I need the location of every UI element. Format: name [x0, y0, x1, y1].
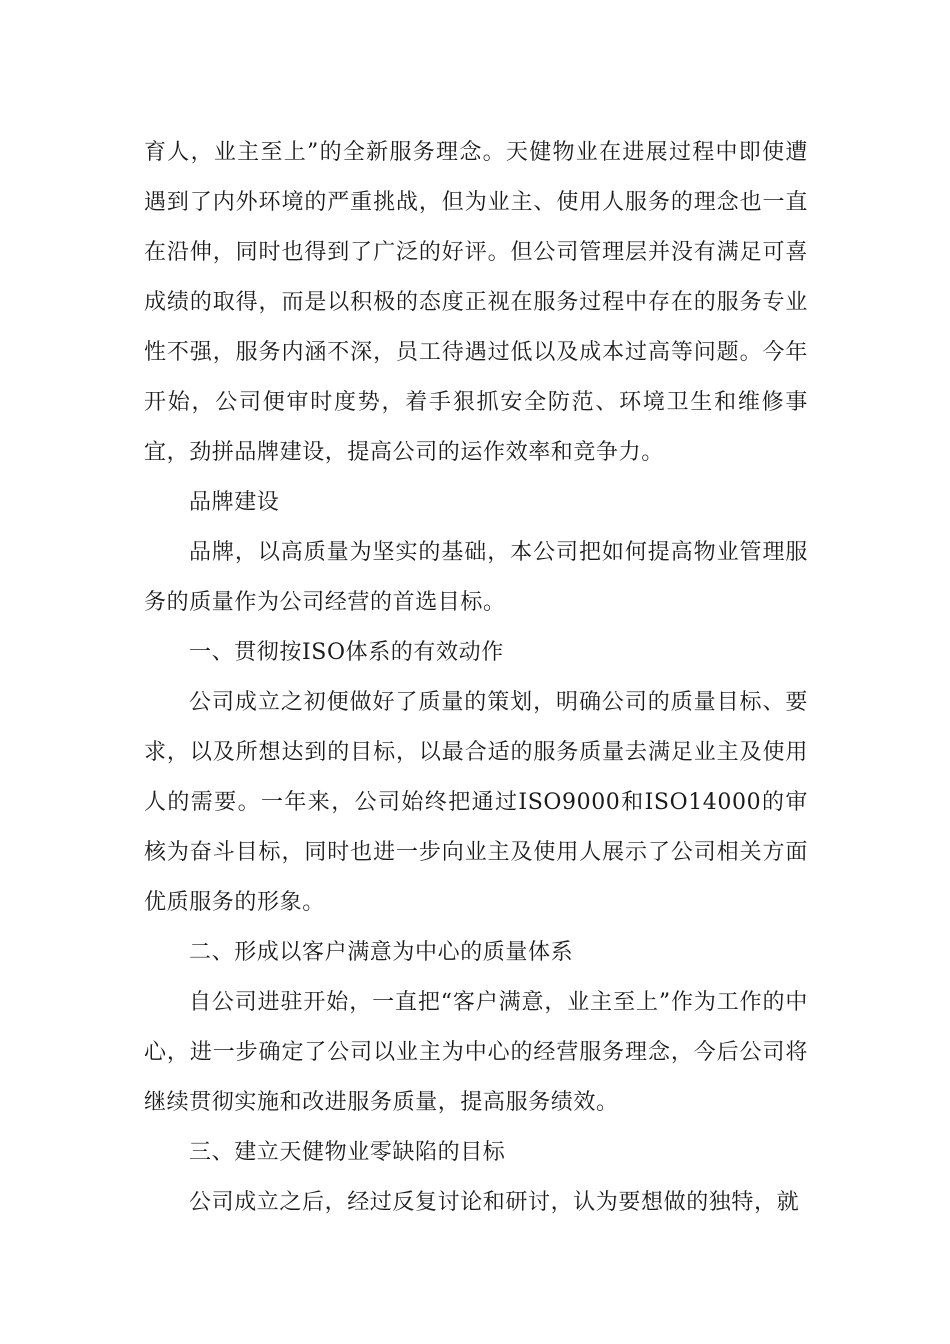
subheading-zero-defect: 三、建立天健物业零缺陷的目标 — [189, 1140, 506, 1165]
document-body — [144, 128, 808, 1228]
paragraph-brand: 品牌，以高质量为坚实的基础，本公司把如何提高物业管理服务的质量作为公司经营的首选目标。 — [144, 540, 808, 615]
paragraph-customer-satisfaction: 自公司进驻开始，一直把“客户满意，业主至上”作为工作的中心，进一步确定了公司以业主为中心的经营服务理念，今后公司将继续贯彻实施和改进服务质量，提高服务绩效。 — [144, 990, 808, 1115]
paragraph-zero-defect: 公司成立之后，经过反复讨论和研讨，认为要想做的独特，就 — [189, 1190, 800, 1215]
subheading-customer-satisfaction: 二、形成以客户满意为中心的质量体系 — [189, 940, 574, 965]
subheading-iso-system: 一、贯彻按ISO体系的有效动作 — [189, 640, 504, 665]
section-heading-brand-building: 品牌建设 — [189, 490, 280, 515]
paragraph-intro-continued: 育人，业主至上”的全新服务理念。天健物业在进展过程中即使遭遇到了内外环境的严重挑战，但为业主、使用人服务的理念也一直在沿伸，同时也得到了广泛的好评。但公司管理层并没有满足可喜成绩的取得，而是以积极的态度正视在服务过程中存在的服务专业性不强，服务内涵不深，员工待遇过低以及成本过高等问题。今年开始，公司便审时度势，着手狠抓安全防范、环境卫生和维修事宜，劲拼品牌建设，提高公司的运作效率和竞争力。 — [144, 140, 808, 465]
paragraph-iso: 公司成立之初便做好了质量的策划，明确公司的质量目标、要求，以及所想达到的目标，以最合适的服务质量去满足业主及使用人的需要。一年来，公司始终把通过ISO9000和ISO14000的审核为奋斗目标，同时也进一步向业主及使用人展示了公司相关方面优质服务的形象。 — [144, 690, 808, 915]
